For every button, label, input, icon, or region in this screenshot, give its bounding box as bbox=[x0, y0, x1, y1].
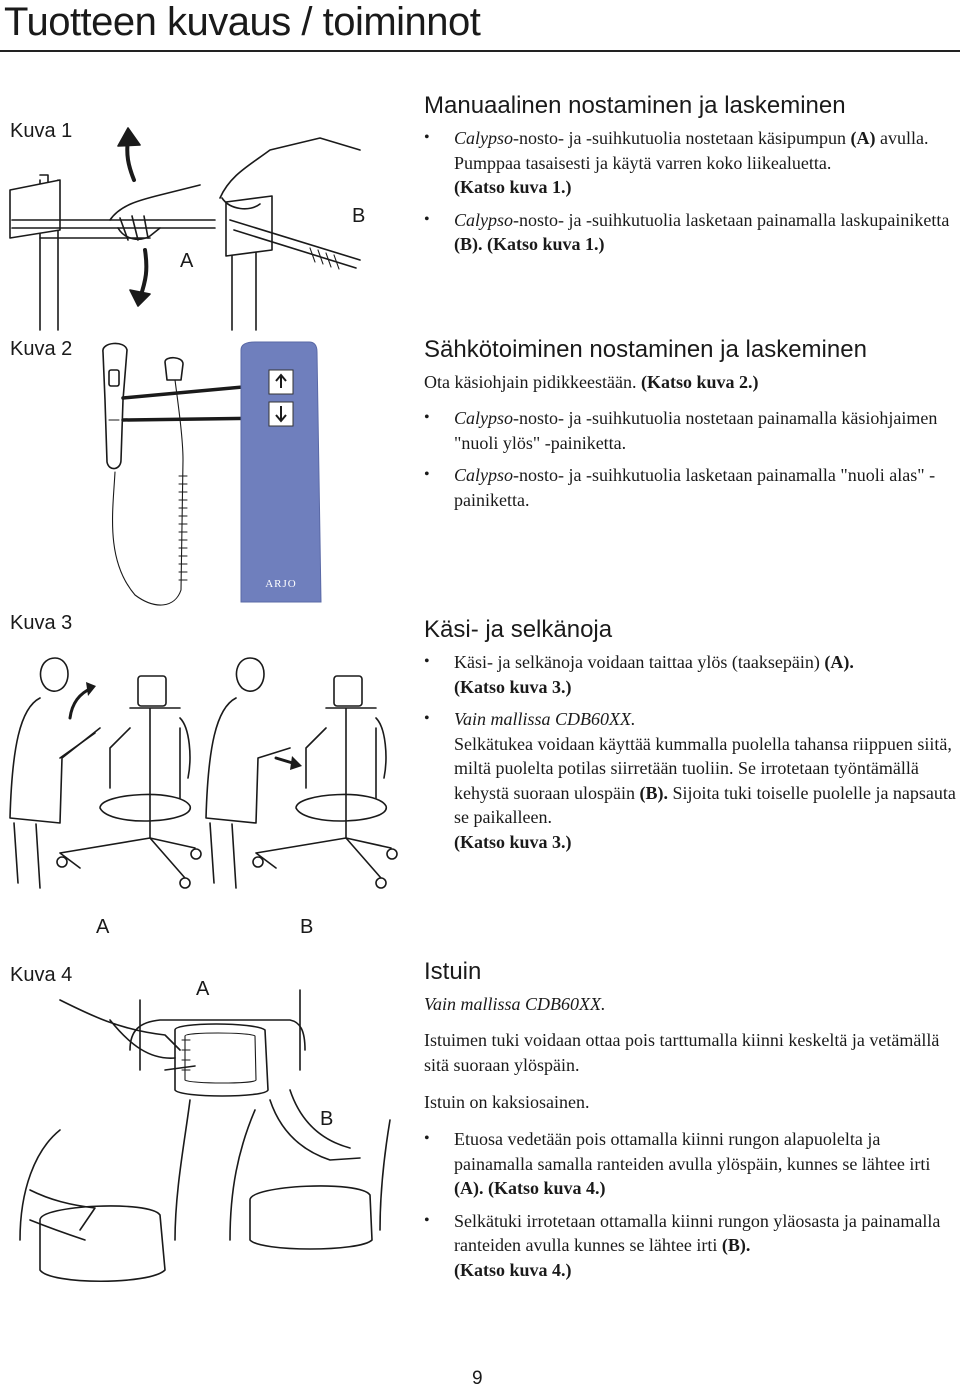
callout-b-backrest: B bbox=[300, 916, 314, 938]
heading-manual-lift: Manuaalinen nostaminen ja laskeminen bbox=[424, 92, 846, 119]
callout-b-seat-back: B bbox=[320, 1108, 334, 1130]
callout-a-seat-front: A bbox=[196, 978, 210, 1000]
heading-seat: Istuin bbox=[424, 958, 482, 985]
figure-seat-illustration bbox=[0, 990, 400, 1290]
figure-label-kuva-2: Kuva 2 bbox=[10, 338, 73, 360]
page-title: Tuotteen kuvaus / toiminnot bbox=[4, 0, 481, 44]
figure-label-kuva-4: Kuva 4 bbox=[10, 964, 73, 986]
callout-a-armrest: A bbox=[96, 916, 110, 938]
page-number: 9 bbox=[472, 1368, 483, 1389]
brand-logo: ARJO bbox=[265, 578, 297, 590]
list-item: • Calypso-nosto- ja -suihkutuolia lasketaan painamalla "nuoli alas" -painiketta. bbox=[424, 463, 960, 512]
heading-electric-lift: Sähkötoiminen nostaminen ja laskeminen bbox=[424, 336, 867, 363]
list-item: • Calypso-nosto- ja -suihkutuolia nostetaan painamalla käsiohjaimen "nuoli ylös" -painiketta. bbox=[424, 406, 960, 455]
list-manual-lift bbox=[424, 126, 960, 257]
list-seat bbox=[424, 1127, 960, 1282]
list-item: • Calypso-nosto- ja -suihkutuolia nostetaan käsipumpun (A) avulla. Pumppaa tasaisesti ja käytä varren koko liikealuetta. (Katso kuva 1.) bbox=[424, 126, 960, 200]
list-electric-lift bbox=[424, 406, 960, 512]
list-armrests bbox=[424, 650, 960, 854]
figure-hand-control-illustration bbox=[95, 340, 325, 610]
list-item: • Vain mallissa CDB60XX. Selkätukea voidaan käyttää kummalla puolella tahansa riippuen siitä, miltä puolelta potilas siirretään tuoliin. Se irrotetaan työntämällä kehystä suoraan ulospäin (B). Sijoita tuki toiselle puolelle ja napsauta se paikalleen. (Katso kuva 3.) bbox=[424, 707, 960, 854]
list-item: • Etuosa vedetään pois ottamalla kiinni rungon alapuolelta ja painamalla samalla ranteiden avulla ylöspäin, kunnes se lähtee irti (A). (Katso kuva 4.) bbox=[424, 1127, 960, 1201]
list-item: • Käsi- ja selkänoja voidaan taittaa ylös (taaksepäin) (A). (Katso kuva 3.) bbox=[424, 650, 960, 699]
callout-b-release: B bbox=[352, 205, 366, 227]
figure-label-kuva-1: Kuva 1 bbox=[10, 120, 73, 142]
figure-manual-pump-illustration bbox=[0, 120, 400, 330]
figure-label-kuva-3: Kuva 3 bbox=[10, 612, 73, 634]
list-item: • Calypso-nosto- ja -suihkutuolia lasketaan painamalla laskupainiketta (B). (Katso kuva 1.) bbox=[424, 208, 960, 257]
list-item: • Selkätuki irrotetaan ottamalla kiinni rungon yläosasta ja painamalla ranteiden avulla kunnes se lähtee irti (B). (Katso kuva 4.) bbox=[424, 1209, 960, 1283]
title-divider bbox=[0, 50, 960, 52]
callout-a-pump: A bbox=[180, 250, 194, 272]
seat-subtitle: Vain mallissa CDB60XX. bbox=[424, 994, 606, 1014]
figure-armrest-illustration bbox=[0, 638, 420, 908]
seat-paragraph-2: Istuin on kaksiosainen. bbox=[424, 1092, 590, 1112]
heading-armrests: Käsi- ja selkänoja bbox=[424, 616, 613, 643]
seat-paragraph-1: Istuimen tuki voidaan ottaa pois tarttumalla kiinni keskeltä ja vetämällä sitä suoraan ylöspäin. bbox=[424, 1030, 940, 1075]
electric-intro: Ota käsiohjain pidikkeestään. (Katso kuva 2.) bbox=[424, 372, 759, 392]
